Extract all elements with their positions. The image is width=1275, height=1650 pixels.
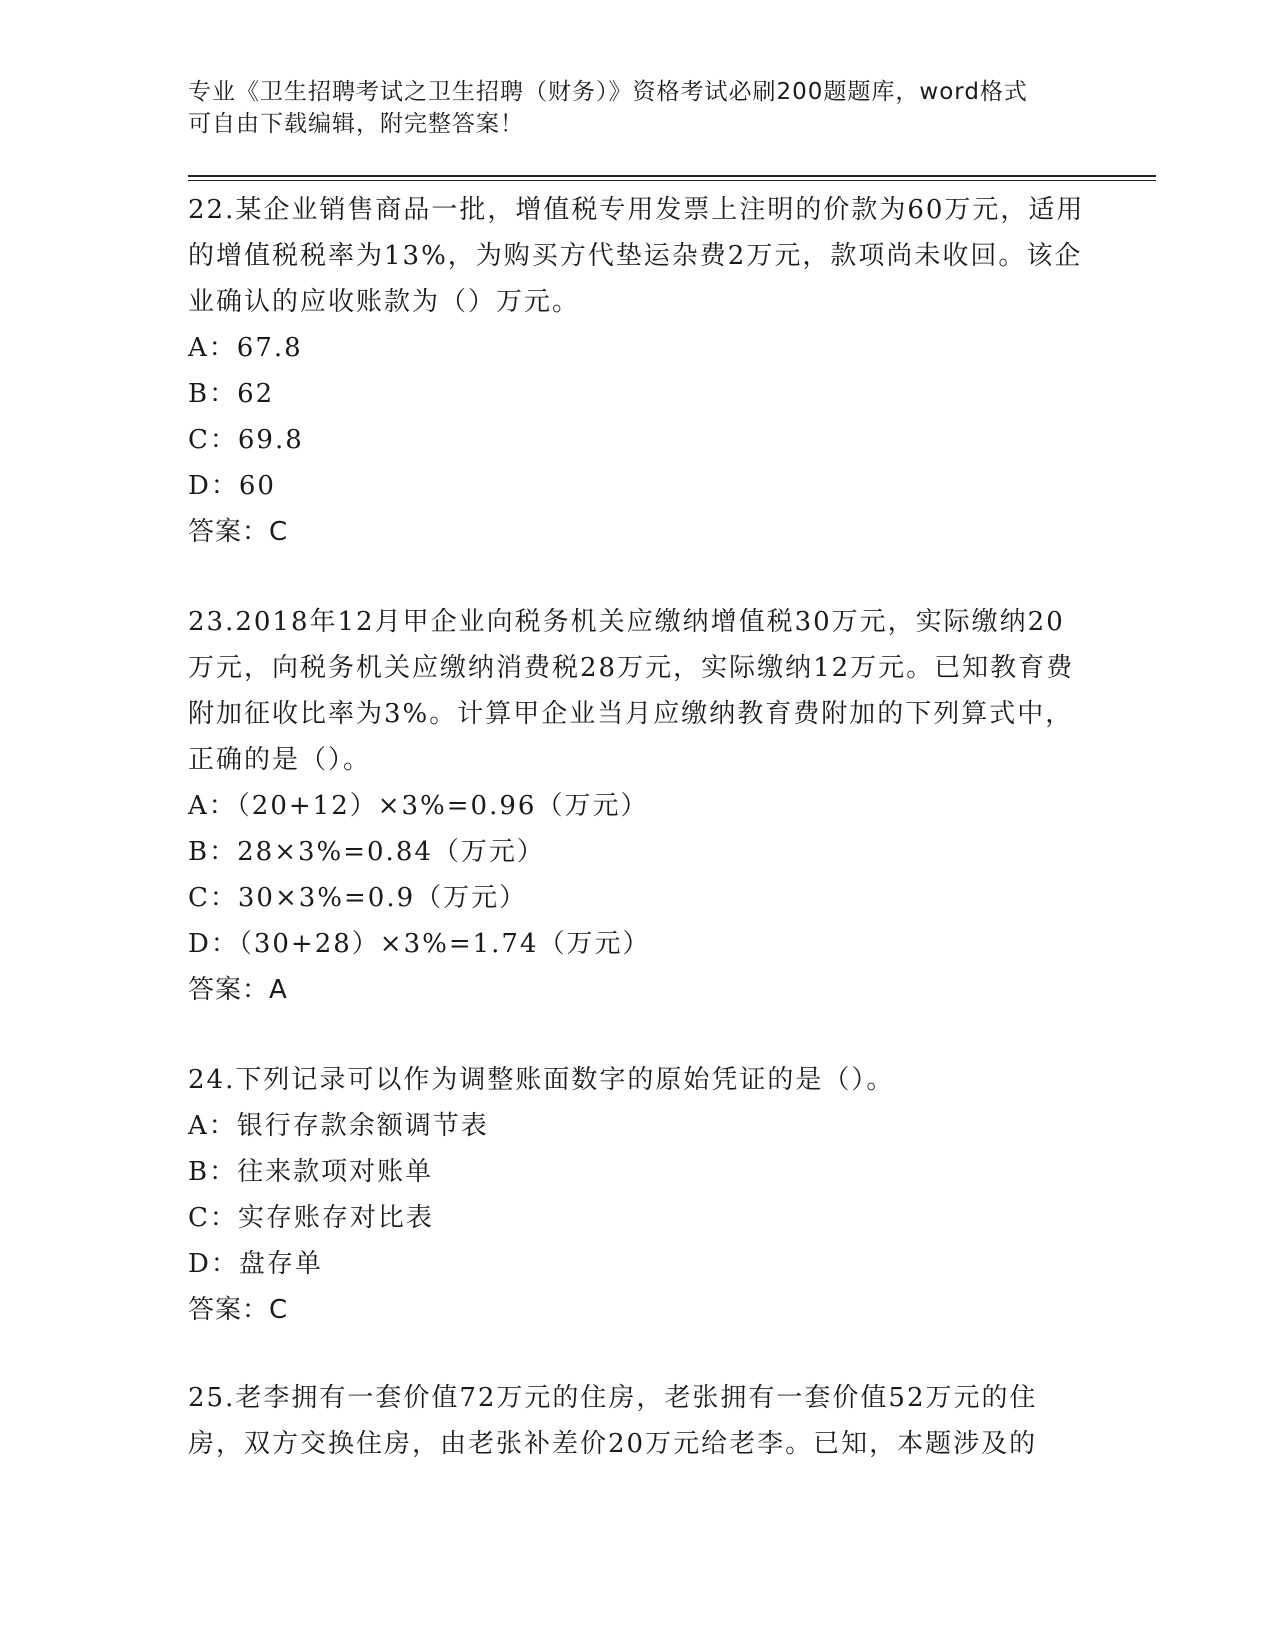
option-d: D：盘存单 [188, 1249, 323, 1279]
answer: 答案：C [188, 1295, 289, 1325]
option-d: D：60 [188, 471, 276, 501]
option-b: B：28×3%=0.84（万元） [188, 837, 545, 867]
header-divider [188, 175, 1156, 177]
option-c: C：69.8 [188, 425, 304, 455]
header-divider-thin [188, 180, 1156, 181]
header-line-2: 可自由下载编辑，附完整答案！ [188, 111, 524, 137]
answer: 答案：C [188, 517, 289, 547]
question-stem: 24.下列记录可以作为调整账面数字的原始凭证的是（）。 [188, 1065, 895, 1095]
option-b: B：往来款项对账单 [188, 1157, 434, 1187]
option-c: C：30×3%=0.9（万元） [188, 883, 528, 913]
option-a: A：（20+12）×3%=0.96（万元） [188, 791, 649, 821]
answer: 答案：A [188, 975, 288, 1005]
question-23 [188, 599, 1088, 1013]
option-c: C：实存账存对比表 [188, 1203, 434, 1233]
question-stem: 22.某企业销售商品一批，增值税专用发票上注明的价款为60万元，适用的增值税税率为13%，为购买方代垫运杂费2万元，款项尚未收回。该企业确认的应收账款为（）万元。 [188, 195, 1085, 317]
option-d: D：（30+28）×3%=1.74（万元） [188, 929, 651, 959]
question-stem: 23.2018年12月甲企业向税务机关应缴纳增值税30万元，实际缴纳20万元，向税务机关应缴纳消费税28万元，实际缴纳12万元。已知教育费附加征收比率为3%。计算甲企业当月应缴纳教育费附加的下列算式中，正确的是（）。 [188, 607, 1075, 775]
question-24 [188, 1057, 1088, 1333]
option-a: A：67.8 [188, 333, 303, 363]
header-line-1: 专业《卫生招聘考试之卫生招聘（财务）》资格考试必刷200题题库，word格式 [188, 79, 1028, 105]
document-header [188, 76, 1088, 140]
option-b: B：62 [188, 379, 275, 409]
question-25 [188, 1375, 1088, 1467]
option-a: A：银行存款余额调节表 [188, 1111, 489, 1141]
question-22 [188, 187, 1088, 555]
question-stem: 25.老李拥有一套价值72万元的住房，老张拥有一套价值52万元的住房，双方交换住房，由老张补差价20万元给老李。已知，本题涉及的 [188, 1383, 1038, 1459]
